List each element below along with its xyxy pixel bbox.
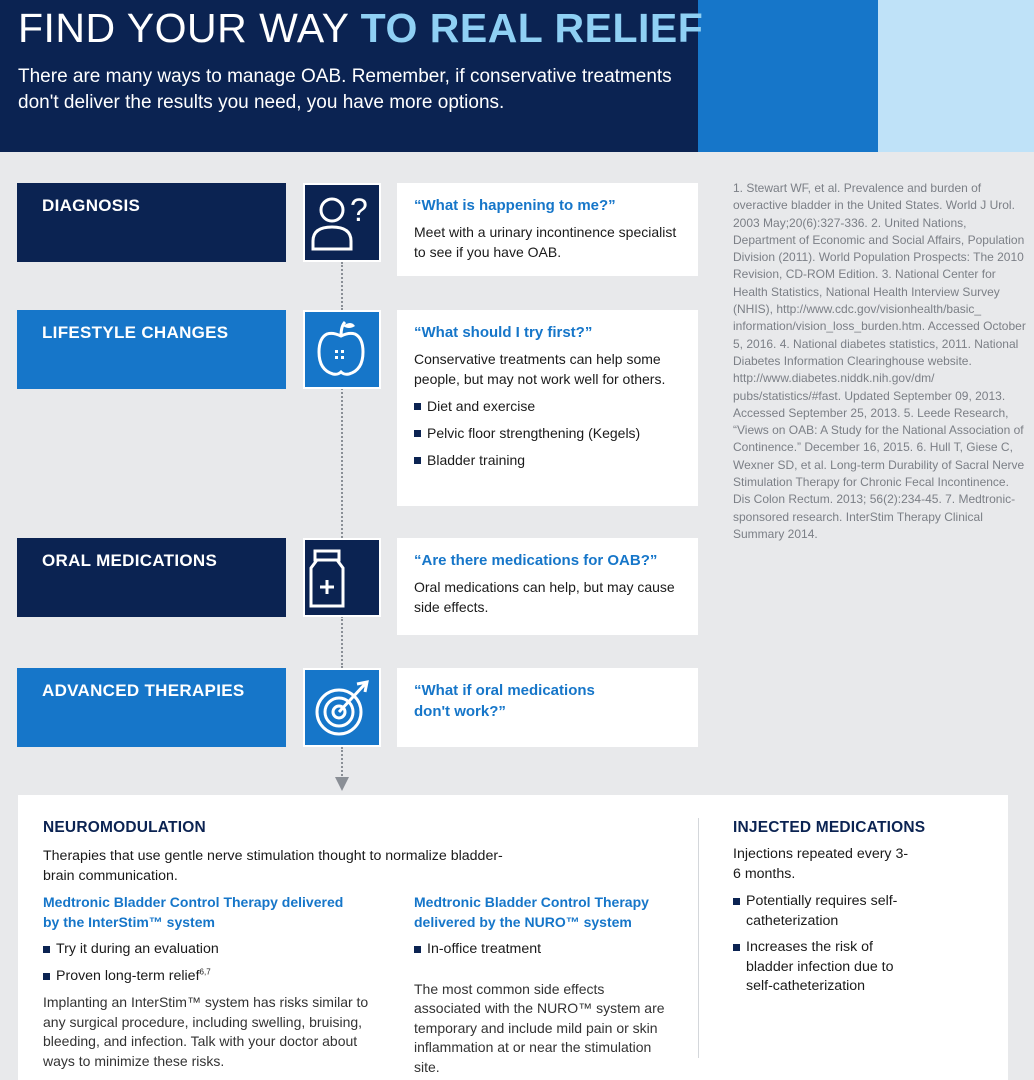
person-question-icon — [303, 183, 381, 262]
step-description: Oral medications can help, but may cause side effects. — [414, 579, 675, 615]
list-item: Diet and exercise — [414, 397, 682, 416]
nuro-side-effects-note: The most common side effects associated with the NURO™ system are temporary and include mild pain or skin inflammation at or near the stimulation site. — [414, 980, 665, 1075]
injected-medications-heading: INJECTED MEDICATIONS — [733, 819, 926, 836]
step-connector — [341, 388, 343, 538]
step-description: Meet with a urinary incontinence specialist to see if you have OAB. — [414, 224, 677, 260]
step-card-diagnosis — [397, 183, 698, 276]
step-connector — [341, 616, 343, 668]
step-question: “What if oral medications don't work?” — [414, 682, 595, 720]
injected-bullet-list — [733, 892, 913, 997]
interstim-risk-note: Implanting an InterStim™ system has risks similar to any surgical procedure, including swelling, bruising, bleeding, and infection. Talk with your doctor about ways to minimize these risks. — [43, 994, 369, 1069]
step-card-advanced-therapies — [397, 668, 698, 747]
column-divider — [698, 818, 699, 1058]
step-question: “Are there medications for OAB?” — [414, 552, 658, 569]
page-subtitle: There are many ways to manage OAB. Remember, if conservative treatments don't deliver the results you need, you have more options. — [18, 66, 672, 113]
step-description: Conservative treatments can help some people, but may not work well for others. — [414, 351, 666, 387]
nuro-bullet-list — [414, 940, 674, 960]
svg-text:?: ? — [350, 192, 368, 228]
list-item: In-office treatment — [414, 940, 674, 960]
step-connector — [341, 747, 343, 779]
step-question: “What should I try first?” — [414, 324, 593, 341]
interstim-section — [43, 893, 383, 1071]
neuromodulation-heading: NEUROMODULATION — [43, 819, 206, 836]
step-card-lifestyle-changes — [397, 310, 698, 506]
step-label-advanced-therapies: ADVANCED THERAPIES — [17, 668, 286, 747]
page-title: FIND YOUR WAY TO REAL RELIEF — [18, 5, 704, 51]
nuro-section — [414, 893, 674, 1077]
page-title-emphasis: TO REAL RELIEF — [360, 5, 704, 51]
list-item: Proven long-term relief$^{6,7}$ — [43, 967, 383, 987]
references: 1. Stewart WF, et al. Prevalence and burden of overactive bladder in the United States. World J Urol. 2003 May;20(6):327-336. 2. United Nations, Department of Economic and Social Affairs, Population Division (2011). World Population Prospects: The 2010 Revision, CD-ROM Edition. 3. National Center for Health Statistics, National Health Interview Survey (NHIS), http://www.cdc.gov/visionhealth/basic_ information/vision_loss_burden.htm. Accessed October 5, 2016. 4. National diabetes statistics, 2011. National Diabetes Information Clearinghouse website. http://www.diabetes.niddk.nih.gov/dm/ pubs/statistics/#fast. Updated September 09, 2013. Accessed September 25, 2013. 5. Leede Research, “Views on OAB: A Study for the National Association of Continence.” December 16, 2015. 6. Hull T, Giese C, Wexner SD, et al. Long-term Durability of Sacral Nerve Stimulation Therapy for Chronic Fecal Incontinence. Dis Colon Rectum. 2013; 56(2):234-45. 7. Medtronic-sponsored research. InterStim Therapy Clinical Summary 2014. — [733, 181, 1026, 541]
step-card-oral-medications — [397, 538, 698, 635]
list-item: Pelvic floor strengthening (Kegels) — [414, 424, 682, 443]
nuro-title: Medtronic Bladder Control Therapy delivered by the NURO™ system — [414, 894, 649, 930]
step-label-lifestyle-changes: LIFESTYLE CHANGES — [17, 310, 286, 389]
step-label-oral-medications: ORAL MEDICATIONS — [17, 538, 286, 617]
list-item: Try it during an evaluation — [43, 940, 383, 960]
header-accent-block — [698, 0, 878, 152]
injected-medications-intro: Injections repeated every 3-6 months. — [733, 846, 909, 882]
neuromodulation-intro: Therapies that use gentle nerve stimulation thought to normalize bladder-brain communication. — [43, 848, 503, 884]
interstim-title: Medtronic Bladder Control Therapy delivered by the InterStim™ system — [43, 894, 344, 930]
list-item: Bladder training — [414, 451, 682, 470]
medicine-bottle-icon — [303, 538, 381, 617]
list-item: Increases the risk of bladder infection due to self-catheterization — [733, 938, 913, 997]
arrow-down-icon — [335, 777, 349, 793]
header-accent-block-light — [878, 0, 1034, 152]
interstim-bullet-list — [43, 940, 383, 986]
target-icon — [303, 668, 381, 747]
step-connector — [341, 262, 343, 310]
list-item: Potentially requires self-catheterization — [733, 892, 913, 931]
step-question: “What is happening to me?” — [414, 197, 616, 214]
injected-medications-section — [733, 819, 973, 997]
treatment-options-panel — [18, 795, 1008, 1080]
step-bullet-list — [414, 397, 682, 470]
step-label-diagnosis: DIAGNOSIS — [17, 183, 286, 262]
apple-icon — [303, 310, 381, 389]
